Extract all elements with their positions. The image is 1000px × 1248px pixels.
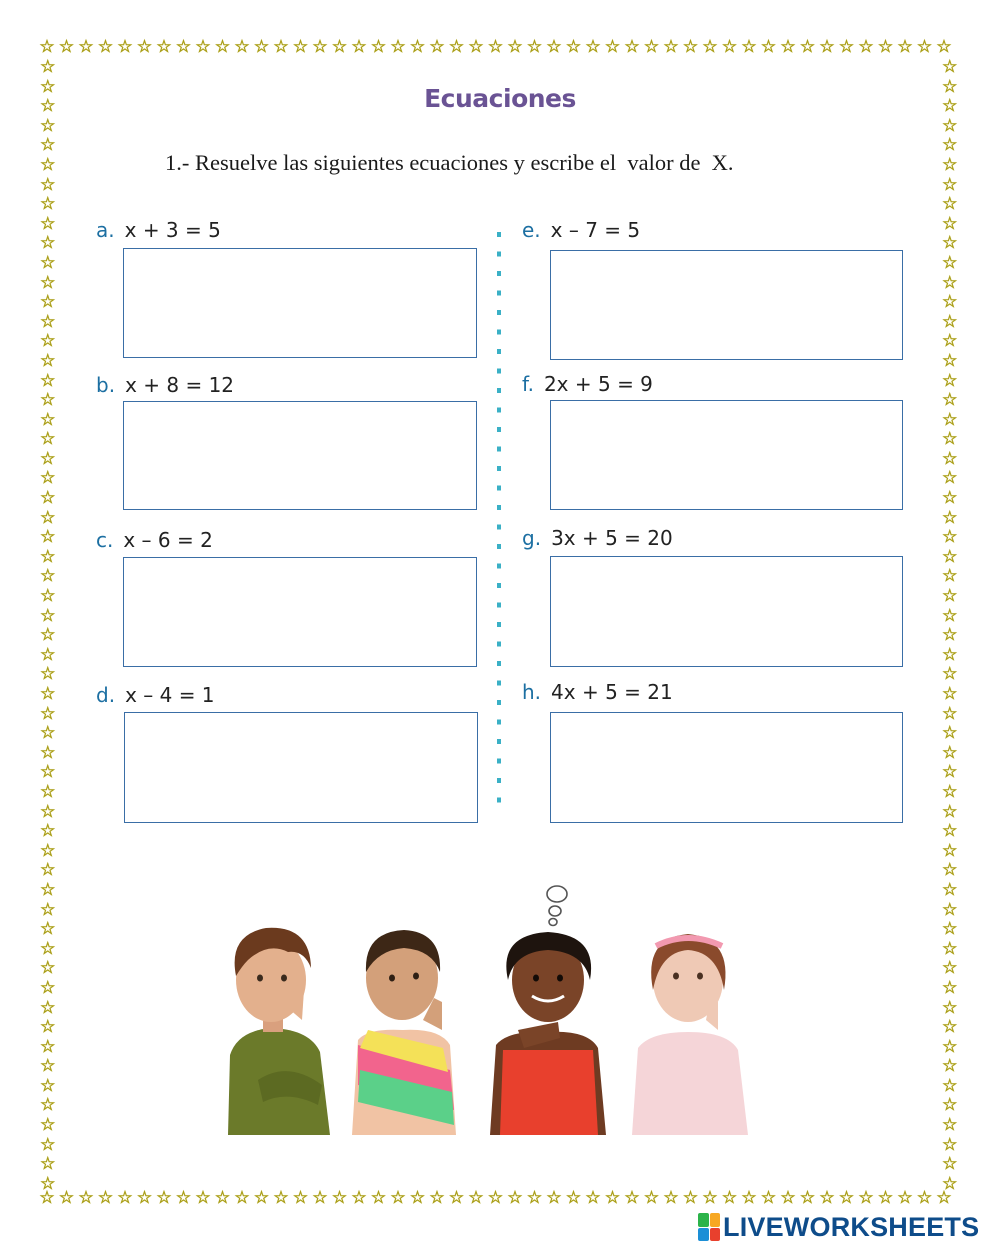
star-icon: ☆	[409, 1189, 427, 1208]
star-icon: ☆	[799, 1189, 817, 1208]
star-icon: ☆	[175, 1189, 193, 1208]
star-icon: ☆	[448, 1189, 466, 1208]
star-icon: ☆	[40, 527, 56, 548]
star-icon: ☆	[942, 213, 958, 234]
star-icon: ☆	[546, 1189, 564, 1208]
star-icon: ☆	[40, 1036, 56, 1057]
star-icon: ☆	[58, 38, 76, 57]
star-icon: ☆	[663, 1189, 681, 1208]
child-girl-pink	[632, 934, 748, 1135]
star-icon: ☆	[760, 1189, 778, 1208]
star-icon: ☆	[942, 409, 958, 430]
star-icon: ☆	[40, 801, 56, 822]
star-icon: ☆	[40, 252, 56, 273]
star-icon: ☆	[40, 684, 56, 704]
star-icon: ☆	[40, 233, 56, 254]
answer-box-d[interactable]	[124, 712, 478, 823]
star-icon: ☆	[942, 468, 958, 489]
star-icon: ☆	[253, 1189, 271, 1208]
equation-letter: h.	[522, 680, 542, 704]
star-icon: ☆	[942, 1017, 958, 1038]
star-icon: ☆	[663, 38, 681, 57]
star-icon: ☆	[942, 135, 958, 156]
star-icon: ☆	[942, 821, 958, 842]
star-icon: ☆	[942, 370, 958, 391]
star-icon: ☆	[40, 723, 56, 744]
equation-text: 4x + 5 = 21	[551, 680, 673, 704]
star-icon: ☆	[760, 38, 778, 57]
answer-box-g[interactable]	[550, 556, 903, 667]
star-icon: ☆	[40, 605, 56, 626]
column-divider	[497, 232, 501, 817]
equation-letter: f.	[522, 372, 534, 396]
star-icon: ☆	[40, 1173, 56, 1190]
equation-text: x – 7 = 5	[550, 218, 641, 242]
answer-box-c[interactable]	[123, 557, 477, 667]
star-icon: ☆	[40, 703, 56, 724]
star-icon: ☆	[942, 801, 958, 822]
star-icon: ☆	[942, 860, 958, 881]
star-icon: ☆	[97, 1189, 115, 1208]
star-icon: ☆	[195, 1189, 213, 1208]
star-icon: ☆	[351, 1189, 369, 1208]
star-icon: ☆	[331, 1189, 349, 1208]
star-icon: ☆	[721, 38, 739, 57]
answer-box-a[interactable]	[123, 248, 477, 358]
star-icon: ☆	[40, 429, 56, 450]
star-icon: ☆	[40, 292, 56, 313]
star-icon: ☆	[40, 272, 56, 293]
star-icon: ☆	[40, 390, 56, 411]
star-icon: ☆	[40, 468, 56, 489]
star-icon: ☆	[942, 1115, 958, 1136]
star-icon: ☆	[40, 154, 56, 175]
star-icon: ☆	[468, 1189, 486, 1208]
star-icon: ☆	[40, 507, 56, 528]
star-icon: ☆	[40, 879, 56, 900]
star-icon: ☆	[40, 350, 56, 371]
star-icon: ☆	[156, 1189, 174, 1208]
star-icon: ☆	[942, 1173, 958, 1190]
child-boy	[228, 928, 330, 1135]
star-icon: ☆	[58, 1189, 76, 1208]
star-icon: ☆	[942, 958, 958, 979]
star-icon: ☆	[175, 38, 193, 57]
star-icon: ☆	[117, 38, 135, 57]
equation-h	[522, 680, 673, 704]
star-icon: ☆	[40, 488, 56, 509]
star-border-left	[38, 58, 60, 1190]
star-icon: ☆	[942, 390, 958, 411]
star-icon: ☆	[942, 899, 958, 920]
star-icon: ☆	[942, 154, 958, 175]
star-icon: ☆	[721, 1189, 739, 1208]
star-icon: ☆	[40, 96, 56, 117]
star-icon: ☆	[942, 1134, 958, 1155]
star-icon: ☆	[351, 38, 369, 57]
equation-text: x – 6 = 2	[123, 528, 213, 552]
star-icon: ☆	[253, 38, 271, 57]
brand-mark-icon	[698, 1213, 720, 1241]
star-icon: ☆	[565, 1189, 583, 1208]
equation-letter: a.	[96, 218, 115, 242]
equation-d	[96, 683, 215, 707]
star-icon: ☆	[214, 38, 232, 57]
star-icon: ☆	[40, 899, 56, 920]
star-icon: ☆	[40, 1154, 56, 1175]
star-icon: ☆	[942, 311, 958, 332]
star-icon: ☆	[214, 1189, 232, 1208]
star-icon: ☆	[40, 76, 56, 97]
star-icon: ☆	[624, 38, 642, 57]
star-icon: ☆	[40, 821, 56, 842]
star-icon: ☆	[312, 38, 330, 57]
star-icon: ☆	[942, 546, 958, 567]
child-girl-red	[490, 932, 606, 1135]
star-icon: ☆	[40, 448, 56, 469]
star-icon: ☆	[942, 1036, 958, 1057]
star-icon: ☆	[526, 38, 544, 57]
answer-box-e[interactable]	[550, 250, 903, 360]
star-icon: ☆	[780, 1189, 798, 1208]
star-icon: ☆	[942, 919, 958, 940]
star-icon: ☆	[78, 1189, 96, 1208]
page-title: Ecuaciones	[424, 84, 576, 113]
brand-name: LIVEWORKSHEETS	[723, 1211, 980, 1242]
star-icon: ☆	[942, 292, 958, 313]
star-icon: ☆	[942, 938, 958, 959]
star-icon: ☆	[40, 586, 56, 607]
star-icon: ☆	[942, 272, 958, 293]
star-icon: ☆	[942, 684, 958, 704]
star-icon: ☆	[312, 1189, 330, 1208]
star-icon: ☆	[40, 546, 56, 567]
star-icon: ☆	[942, 644, 958, 665]
star-icon: ☆	[292, 1189, 310, 1208]
star-icon: ☆	[448, 38, 466, 57]
equation-letter: g.	[522, 526, 542, 550]
star-icon: ☆	[39, 38, 57, 57]
star-icon: ☆	[942, 664, 958, 685]
answer-box-h[interactable]	[550, 712, 903, 823]
star-icon: ☆	[682, 38, 700, 57]
child-girl-striped	[352, 930, 456, 1135]
star-icon: ☆	[942, 762, 958, 783]
star-icon: ☆	[40, 1075, 56, 1096]
star-icon: ☆	[819, 38, 837, 57]
star-icon: ☆	[916, 38, 934, 57]
star-icon: ☆	[409, 38, 427, 57]
star-icon: ☆	[897, 38, 915, 57]
equation-letter: c.	[96, 528, 114, 552]
star-icon: ☆	[858, 1189, 876, 1208]
star-icon: ☆	[234, 38, 252, 57]
equation-g	[522, 526, 673, 550]
star-icon: ☆	[40, 135, 56, 156]
star-icon: ☆	[40, 194, 56, 215]
star-icon: ☆	[40, 58, 56, 77]
star-icon: ☆	[877, 38, 895, 57]
star-icon: ☆	[40, 938, 56, 959]
star-icon: ☆	[942, 252, 958, 273]
star-icon: ☆	[39, 1189, 57, 1208]
star-icon: ☆	[292, 38, 310, 57]
equation-letter: e.	[522, 218, 541, 242]
thought-bubble-icon	[547, 886, 567, 926]
star-icon: ☆	[780, 38, 798, 57]
star-icon: ☆	[40, 1017, 56, 1038]
star-icon: ☆	[942, 429, 958, 450]
star-icon: ☆	[546, 38, 564, 57]
star-icon: ☆	[942, 331, 958, 352]
star-icon: ☆	[78, 38, 96, 57]
star-icon: ☆	[942, 840, 958, 861]
star-icon: ☆	[942, 997, 958, 1018]
star-icon: ☆	[643, 1189, 661, 1208]
star-icon: ☆	[40, 213, 56, 234]
star-icon: ☆	[936, 38, 954, 57]
star-icon: ☆	[682, 1189, 700, 1208]
equation-c	[96, 528, 213, 552]
star-icon: ☆	[390, 1189, 408, 1208]
star-icon: ☆	[897, 1189, 915, 1208]
star-icon: ☆	[40, 840, 56, 861]
star-icon: ☆	[942, 527, 958, 548]
star-icon: ☆	[942, 96, 958, 117]
star-icon: ☆	[40, 1095, 56, 1116]
thinking-children-illustration	[218, 880, 763, 1135]
star-icon: ☆	[942, 625, 958, 646]
star-border-right	[940, 58, 962, 1190]
star-icon: ☆	[40, 311, 56, 332]
star-icon: ☆	[702, 38, 720, 57]
star-icon: ☆	[741, 1189, 759, 1208]
star-icon: ☆	[234, 1189, 252, 1208]
star-icon: ☆	[40, 958, 56, 979]
star-icon: ☆	[40, 566, 56, 587]
star-icon: ☆	[858, 38, 876, 57]
equation-a	[96, 218, 221, 242]
star-icon: ☆	[136, 38, 154, 57]
star-icon: ☆	[936, 1189, 954, 1208]
star-icon: ☆	[942, 448, 958, 469]
star-icon: ☆	[942, 1154, 958, 1175]
star-icon: ☆	[942, 781, 958, 802]
star-icon: ☆	[273, 38, 291, 57]
star-icon: ☆	[390, 38, 408, 57]
star-icon: ☆	[799, 38, 817, 57]
star-icon: ☆	[40, 370, 56, 391]
star-icon: ☆	[942, 742, 958, 763]
star-icon: ☆	[819, 1189, 837, 1208]
star-icon: ☆	[195, 38, 213, 57]
star-icon: ☆	[40, 331, 56, 352]
star-icon: ☆	[40, 742, 56, 763]
star-icon: ☆	[942, 115, 958, 136]
star-icon: ☆	[40, 409, 56, 430]
star-icon: ☆	[526, 1189, 544, 1208]
star-icon: ☆	[40, 762, 56, 783]
star-icon: ☆	[942, 1075, 958, 1096]
answer-box-b[interactable]	[123, 401, 477, 510]
star-icon: ☆	[942, 723, 958, 744]
equation-letter: b.	[96, 373, 116, 397]
star-border-bottom	[38, 1189, 962, 1209]
star-icon: ☆	[585, 1189, 603, 1208]
star-icon: ☆	[487, 1189, 505, 1208]
star-icon: ☆	[604, 1189, 622, 1208]
star-icon: ☆	[942, 977, 958, 998]
star-border-top	[38, 38, 962, 58]
star-icon: ☆	[370, 38, 388, 57]
star-icon: ☆	[429, 1189, 447, 1208]
star-icon: ☆	[942, 194, 958, 215]
equation-text: 3x + 5 = 20	[551, 526, 673, 550]
star-icon: ☆	[916, 1189, 934, 1208]
equation-b	[96, 373, 234, 397]
star-icon: ☆	[942, 1056, 958, 1077]
star-icon: ☆	[40, 781, 56, 802]
equation-f	[522, 372, 653, 396]
star-icon: ☆	[942, 703, 958, 724]
equation-e	[522, 218, 640, 242]
star-icon: ☆	[942, 76, 958, 97]
star-icon: ☆	[702, 1189, 720, 1208]
star-icon: ☆	[838, 1189, 856, 1208]
star-icon: ☆	[40, 919, 56, 940]
star-icon: ☆	[40, 977, 56, 998]
star-icon: ☆	[40, 1115, 56, 1136]
star-icon: ☆	[40, 997, 56, 1018]
star-icon: ☆	[565, 38, 583, 57]
star-icon: ☆	[942, 879, 958, 900]
star-icon: ☆	[40, 115, 56, 136]
star-icon: ☆	[942, 566, 958, 587]
answer-box-f[interactable]	[550, 400, 903, 510]
star-icon: ☆	[40, 625, 56, 646]
star-icon: ☆	[136, 1189, 154, 1208]
instruction-text: 1.- Resuelve las siguientes ecuaciones y escribe el valor de X.	[165, 150, 734, 175]
star-icon: ☆	[942, 488, 958, 509]
star-icon: ☆	[97, 38, 115, 57]
star-icon: ☆	[604, 38, 622, 57]
star-icon: ☆	[741, 38, 759, 57]
star-icon: ☆	[156, 38, 174, 57]
equation-letter: d.	[96, 683, 116, 707]
equation-text: x – 4 = 1	[125, 683, 215, 707]
star-icon: ☆	[942, 586, 958, 607]
star-icon: ☆	[370, 1189, 388, 1208]
equation-text: 2x + 5 = 9	[543, 372, 653, 396]
star-icon: ☆	[331, 38, 349, 57]
star-icon: ☆	[942, 350, 958, 371]
star-icon: ☆	[40, 644, 56, 665]
star-icon: ☆	[942, 1095, 958, 1116]
star-icon: ☆	[624, 1189, 642, 1208]
star-icon: ☆	[429, 38, 447, 57]
star-icon: ☆	[40, 1134, 56, 1155]
star-icon: ☆	[643, 38, 661, 57]
star-icon: ☆	[942, 174, 958, 195]
star-icon: ☆	[877, 1189, 895, 1208]
liveworksheets-logo	[698, 1210, 979, 1244]
star-icon: ☆	[585, 38, 603, 57]
star-icon: ☆	[838, 38, 856, 57]
star-icon: ☆	[942, 58, 958, 77]
star-icon: ☆	[40, 174, 56, 195]
star-icon: ☆	[942, 605, 958, 626]
star-icon: ☆	[942, 507, 958, 528]
star-icon: ☆	[507, 1189, 525, 1208]
star-icon: ☆	[40, 664, 56, 685]
star-icon: ☆	[468, 38, 486, 57]
star-icon: ☆	[40, 1056, 56, 1077]
star-icon: ☆	[942, 233, 958, 254]
star-icon: ☆	[117, 1189, 135, 1208]
star-icon: ☆	[507, 38, 525, 57]
equation-text: x + 8 = 12	[125, 373, 235, 397]
star-icon: ☆	[273, 1189, 291, 1208]
star-icon: ☆	[40, 860, 56, 881]
star-icon: ☆	[487, 38, 505, 57]
equation-text: x + 3 = 5	[124, 218, 221, 242]
